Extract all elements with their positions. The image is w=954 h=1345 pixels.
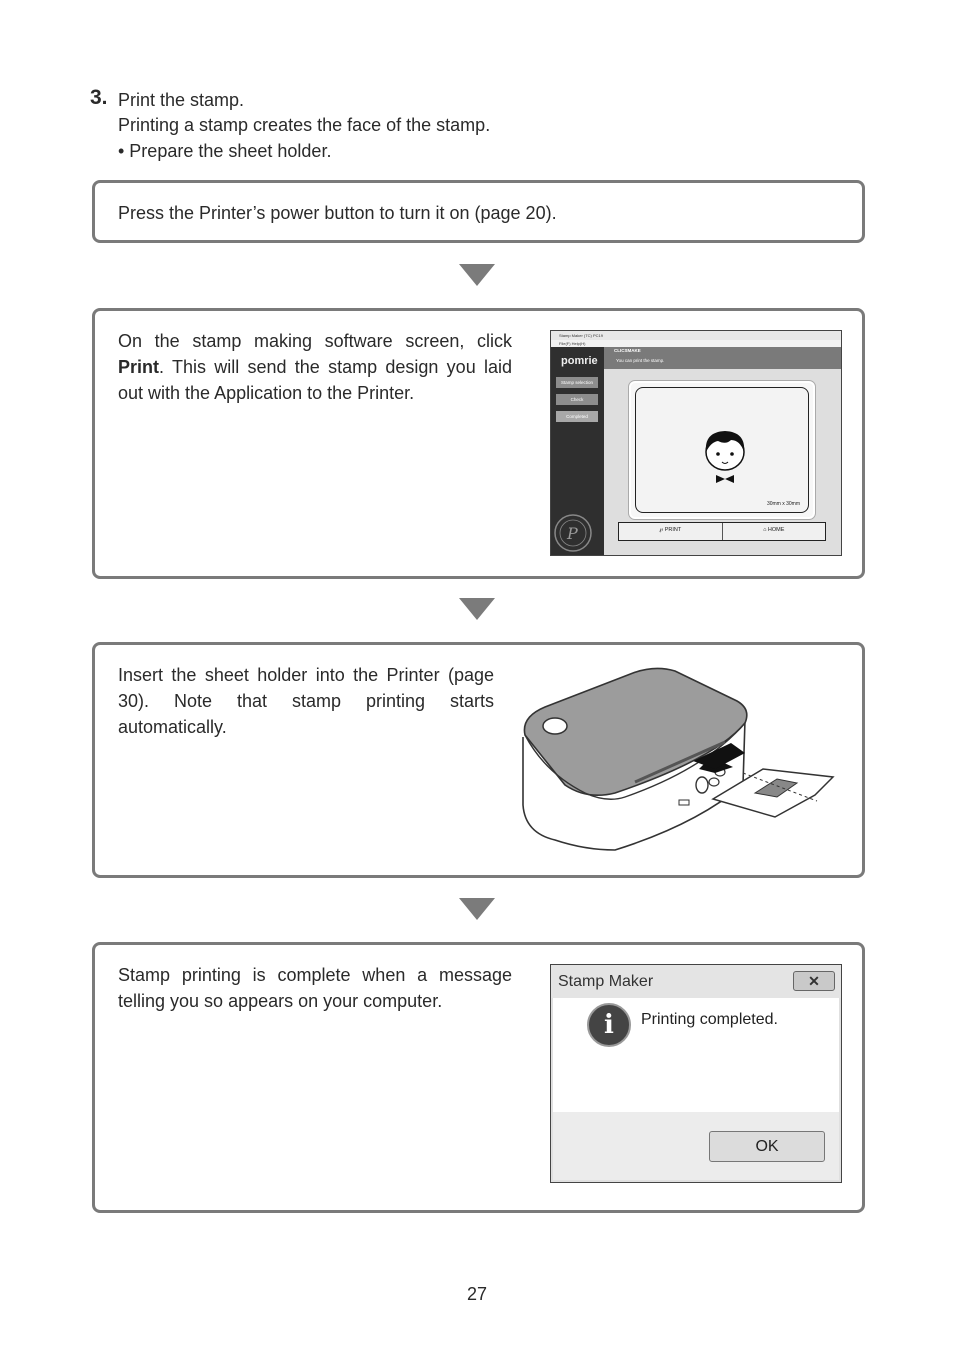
- dialog-title: Stamp Maker: [558, 973, 654, 990]
- message-dialog: [550, 964, 842, 1183]
- preview-area: [604, 369, 841, 555]
- svg-text:P: P: [567, 524, 578, 543]
- home-icon: ⌂: [763, 527, 768, 533]
- dialog-message: Printing completed.: [641, 1011, 778, 1028]
- header-message: You can print the stamp.: [616, 358, 665, 363]
- print-button[interactable]: ℘ PRINT: [619, 523, 723, 540]
- menu-bar: File(F) Help(H): [551, 340, 841, 347]
- info-icon: i: [587, 1003, 631, 1047]
- step-number: 3.: [90, 86, 108, 109]
- power-step-text: Press the Printer’s power button to turn it on (page 20).: [118, 203, 557, 223]
- insert-step-text: Insert the sheet holder into the Printer (page 30). Note that stamp printing starts automatically.: [118, 665, 494, 737]
- nav-stamp-selection[interactable]: Stamp selection: [556, 377, 598, 388]
- close-button[interactable]: ✕: [793, 971, 835, 991]
- seal-icon: [553, 513, 593, 553]
- step-bullet: • Prepare the sheet holder.: [118, 141, 332, 161]
- printer-illustration-icon: [515, 665, 845, 855]
- window-title: Stamp Maker (TC) PC19: [551, 331, 841, 340]
- page-number: 27: [466, 1284, 488, 1304]
- power-step-box: [92, 180, 865, 243]
- print-icon: ℘: [659, 527, 665, 533]
- sidebar: [551, 347, 604, 555]
- boy-face-icon: [696, 426, 754, 484]
- pomrie-logo: pomrie: [561, 355, 598, 367]
- down-arrow-icon: [459, 898, 495, 920]
- complete-step-box: [92, 942, 865, 1213]
- down-arrow-icon: [459, 598, 495, 620]
- stamp-size-label: 30mm x 30mm: [766, 501, 800, 507]
- software-screenshot: [550, 330, 842, 556]
- step-title: Print the stamp.: [118, 90, 245, 110]
- nav-completed[interactable]: Completed: [556, 411, 598, 422]
- header-step: CLICSMAKE: [614, 348, 641, 353]
- insert-step-box: [92, 642, 865, 878]
- stamp-preview: [629, 381, 815, 519]
- home-button[interactable]: ⌂ HOME: [763, 527, 785, 533]
- step-description: Printing a stamp creates the face of the stamp.: [118, 115, 491, 135]
- software-step-text: On the stamp making software screen, click Print. This will send the stamp design you laid out with the Application to the Printer.: [118, 331, 512, 403]
- down-arrow-icon: [459, 264, 495, 286]
- software-step-box: [92, 308, 865, 579]
- nav-check[interactable]: Check: [556, 394, 598, 405]
- ok-button[interactable]: OK: [709, 1131, 825, 1162]
- dialog-titlebar: [551, 965, 841, 998]
- complete-step-text: Stamp printing is complete when a message telling you so appears on your computer.: [118, 965, 512, 1011]
- print-keyword: Print: [118, 357, 160, 377]
- action-bar: [618, 522, 826, 541]
- screen-header: [604, 347, 841, 369]
